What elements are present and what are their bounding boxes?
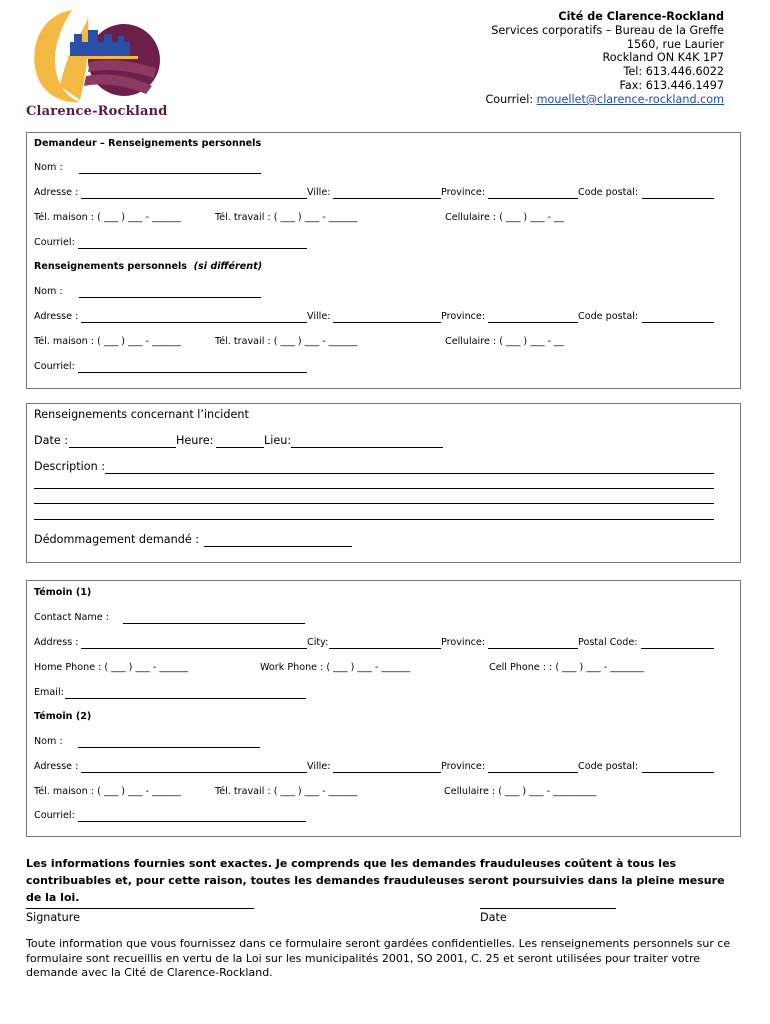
- w1-province-field[interactable]: [488, 648, 578, 649]
- w2-nom-label: Nom :: [34, 736, 63, 747]
- nom-field[interactable]: [79, 173, 261, 174]
- applicant-section: [26, 132, 741, 389]
- w2-tel-maison[interactable]: Tél. maison : ( ___ ) ___ - ______: [34, 786, 181, 797]
- w2-adresse-label: Adresse :: [34, 761, 79, 772]
- w2-adresse-field[interactable]: [81, 772, 307, 773]
- code-postal-label: Code postal:: [578, 187, 639, 198]
- w2-courriel-field[interactable]: [78, 821, 306, 822]
- email-field[interactable]: [65, 698, 306, 699]
- alt-nom-field[interactable]: [79, 297, 261, 298]
- cellulaire[interactable]: Cellulaire : ( ___ ) ___ - __: [445, 212, 564, 223]
- province-label: Province:: [441, 187, 486, 198]
- courriel-field[interactable]: [78, 248, 307, 249]
- lieu-field[interactable]: [291, 447, 443, 448]
- nom-label: Nom :: [34, 162, 63, 173]
- logo-wordmark: Clarence-Rockland: [26, 104, 168, 119]
- alt-ville-field[interactable]: [333, 322, 441, 323]
- email-line: [485, 93, 724, 107]
- w2-ville-label: Ville:: [307, 761, 331, 772]
- witness-section: [26, 580, 741, 837]
- street: 1560, rue Laurier: [626, 37, 724, 51]
- alt-info-title: [34, 261, 262, 273]
- email-label: Courriel:: [485, 92, 534, 106]
- w2-code-postal-label: Code postal:: [578, 761, 639, 772]
- declaration-text: Les informations fournies sont exactes. Je comprends que les demandes frauduleuses coûtent à tous les contribuables et, pour cette raison, toutes les demandes frauduleuses seront poursuivies dans la pleine mesure de la loi.: [26, 857, 725, 904]
- description-line-1[interactable]: [105, 473, 714, 474]
- dedommagement-field[interactable]: [204, 546, 352, 547]
- date-line[interactable]: [480, 908, 616, 909]
- tel: Tel: 613.446.6022: [623, 65, 724, 79]
- incident-section: [26, 403, 741, 563]
- alt-info-note: (si différent): [193, 261, 263, 272]
- logo-emblem: [28, 6, 164, 110]
- address-label: Address :: [34, 637, 79, 648]
- w2-province-label: Province:: [441, 761, 486, 772]
- date-field[interactable]: [69, 447, 176, 448]
- email-link[interactable]: mouellet@clarence-rockland.com: [536, 92, 724, 106]
- code-postal-field[interactable]: [642, 198, 714, 199]
- tel-maison[interactable]: Tél. maison : ( ___ ) ___ - ______: [34, 212, 181, 223]
- alt-code-postal-label: Code postal:: [578, 311, 639, 322]
- city-header: [485, 10, 724, 107]
- date-label: Date :: [34, 434, 69, 447]
- email-label: Email:: [34, 687, 64, 698]
- signature-label: Signature: [26, 911, 80, 924]
- courriel-label: Courriel:: [34, 237, 75, 248]
- contact-name-label: Contact Name :: [34, 612, 109, 623]
- applicant-title: Demandeur – Renseignements personnels: [34, 138, 262, 149]
- description-line-3[interactable]: [34, 503, 714, 504]
- dedommagement-label: Dédommagement demandé :: [34, 533, 200, 546]
- w2-province-field[interactable]: [488, 772, 578, 773]
- description-line-2[interactable]: [34, 488, 714, 489]
- w2-ville-field[interactable]: [333, 772, 441, 773]
- alt-courriel-field[interactable]: [78, 372, 307, 373]
- w1-province-label: Province:: [441, 637, 486, 648]
- address-field[interactable]: [81, 648, 307, 649]
- signature-line[interactable]: [26, 908, 254, 909]
- heure-label: Heure:: [176, 434, 214, 447]
- alt-adresse-label: Adresse :: [34, 311, 79, 322]
- witness2-title: Témoin (2): [34, 711, 92, 722]
- w2-cellulaire[interactable]: Cellulaire : ( ___ ) ___ - _________: [444, 786, 597, 797]
- date-sign-label: Date: [480, 911, 507, 924]
- lieu-label: Lieu:: [264, 434, 292, 447]
- ville-label: Ville:: [307, 187, 331, 198]
- alt-courriel-label: Courriel:: [34, 361, 75, 372]
- alt-info-label: Renseignements personnels: [34, 261, 187, 272]
- heure-field[interactable]: [216, 447, 264, 448]
- ville-field[interactable]: [333, 198, 441, 199]
- cell-phone[interactable]: Cell Phone : : ( ___ ) ___ - _______: [489, 662, 644, 673]
- w2-courriel-label: Courriel:: [34, 810, 75, 821]
- privacy-notice: Toute information que vous fournissez dans ce formulaire seront gardées confidentielles. Les renseignements personnels sur ce formulaire sont recueillis en vertu de la Loi sur les municipalités 2001, SO 2001, C. 25 et seront utilisées pour traiter votre demande avec la Cité de Clarence-Rockland.: [26, 937, 731, 979]
- w2-nom-field[interactable]: [78, 747, 260, 748]
- alt-tel-travail[interactable]: Tél. travail : ( ___ ) ___ - ______: [215, 336, 358, 347]
- alt-cellulaire[interactable]: Cellulaire : ( ___ ) ___ - __: [445, 336, 564, 347]
- w2-tel-travail[interactable]: Tél. travail : ( ___ ) ___ - ______: [215, 786, 358, 797]
- description-label: Description :: [34, 460, 106, 473]
- work-phone[interactable]: Work Phone : ( ___ ) ___ - ______: [260, 662, 411, 673]
- home-phone[interactable]: Home Phone : ( ___ ) ___ - ______: [34, 662, 189, 673]
- adresse-label: Adresse :: [34, 187, 79, 198]
- alt-adresse-field[interactable]: [81, 322, 307, 323]
- w2-code-postal-field[interactable]: [642, 772, 714, 773]
- alt-province-label: Province:: [441, 311, 486, 322]
- alt-nom-label: Nom :: [34, 286, 63, 297]
- dept: Services corporatifs – Bureau de la Greffe: [491, 23, 724, 37]
- org-name: Cité de Clarence-Rockland: [558, 10, 724, 23]
- postal-code-field[interactable]: [641, 648, 714, 649]
- contact-name-field[interactable]: [123, 623, 305, 624]
- fax: Fax: 613.446.1497: [619, 78, 724, 92]
- city-field[interactable]: [329, 648, 441, 649]
- city-label: City:: [307, 637, 329, 648]
- incident-title: Renseignements concernant l’incident: [34, 408, 249, 421]
- postal-code-label: Postal Code:: [578, 637, 638, 648]
- alt-ville-label: Ville:: [307, 311, 331, 322]
- alt-code-postal-field[interactable]: [642, 322, 714, 323]
- alt-province-field[interactable]: [488, 322, 578, 323]
- adresse-field[interactable]: [81, 198, 307, 199]
- alt-tel-maison[interactable]: Tél. maison : ( ___ ) ___ - ______: [34, 336, 181, 347]
- tel-travail[interactable]: Tél. travail : ( ___ ) ___ - ______: [215, 212, 358, 223]
- city-line: Rockland ON K4K 1P7: [602, 51, 724, 65]
- description-line-4[interactable]: [34, 519, 714, 520]
- province-field[interactable]: [488, 198, 578, 199]
- witness1-title: Témoin (1): [34, 587, 92, 598]
